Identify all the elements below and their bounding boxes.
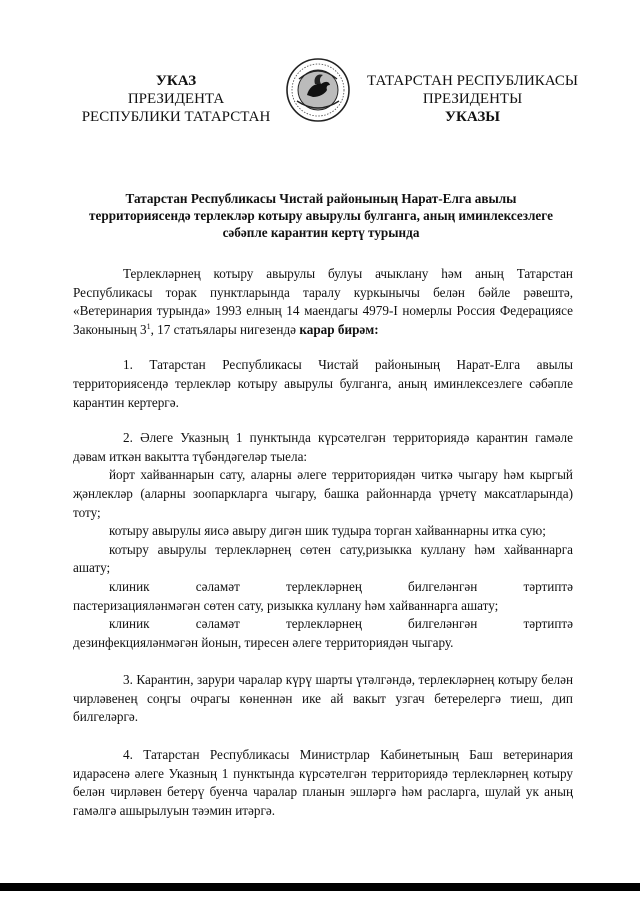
scan-bottom-border — [0, 883, 640, 891]
document-title: Татарстан Республикасы Чистай районының Нарат-Елга авылы территориясендә терлекләр котыру авырулы булганга, аның иминлексезлеге сәбәпле карантин кертү турында — [89, 191, 553, 240]
republic-label-ru: РЕСПУБЛИКИ ТАТАРСТАН — [81, 109, 271, 125]
preamble-bold-tail: карар бирәм: — [299, 321, 379, 337]
point-2-item: котыру авырулы терлекләрнең сөтен сату,ризыкка куллану һәм хайваннарга ашату; — [73, 541, 573, 576]
preamble-paragraph — [73, 265, 573, 339]
point-2-item-4-tail: пастеризацияләнмәгән сөтен сату, ризыкка куллану һәм хайваннарга ашату; — [73, 597, 499, 613]
tatarstan-coat-of-arms-icon — [285, 57, 351, 123]
point-2-item: йорт хайваннарын сату, аларны әлеге территориядән читкә чыгару һәм кыргый җәнлекләр (аларны зоопаркларга чыгару, башка районнарда үрчетү максатларында) тоту; — [73, 467, 573, 520]
president-label-tt: ПРЕЗИДЕНТЫ — [422, 91, 523, 107]
preamble-text: Терлекләрнең котыру авырулы булуы ачыклану һәм аның Татарстан Республикасы торак пунктларында таралу куркынычы белән бәйле рәвештә, «Ветеринария турында» 1993 елның 14 маендагы 4979-I номерлы Россия Федерациясе Законының 3 — [73, 266, 573, 337]
decree-label-ru: УКАЗ — [155, 73, 197, 89]
article-superscript: 1 — [146, 321, 151, 331]
header-left-block — [76, 72, 276, 126]
point-2-item: котыру авырулы яисә авыру дигән шик тудыра торган хайваннарны итка сую; — [109, 523, 546, 539]
point-2-item-5-head: клиник сәламәт терлекләрнең билгеләнгән тәртиптә — [109, 616, 573, 632]
preamble-text-continued: , 17 статьялары нигезендә — [150, 321, 300, 337]
document-body — [73, 265, 573, 820]
point-2-item-5-tail: дезинфекцияләнмәгән йонын, тиресен әлеге территориядән чыгару. — [73, 634, 454, 650]
point-4: 4. Татарстан Республикасы Министрлар Кабинетының Баш ветеринария идарәсенә әлеге Указның 1 пунктында күрсәтелгән территориядә терлекләрнең котыру белән чирләвен бетерү буенча чаралар планын эшләргә һәм расларга, шулай ук аның гамәлгә ашырылуын тәэмин итәргә. — [73, 747, 573, 818]
president-label-ru: ПРЕЗИДЕНТА — [127, 91, 225, 107]
decree-label-tt: УКАЗЫ — [445, 109, 500, 125]
point-2-intro: 2. Әлеге Указның 1 пунктында күрсәтелгән территориядә карантин гамәле дәвам иткән вакытта түбәндәгеләр тыела: — [73, 430, 573, 464]
republic-label-tt: ТАТАРСТАН РЕСПУБЛИКАСЫ — [367, 73, 578, 89]
header-right-block — [365, 72, 580, 126]
point-2-item-4-head: клиник сәламәт терлекләрнең билгеләнгән тәртиптә — [109, 578, 573, 594]
point-3: 3. Карантин, зарури чаралар күрү шарты үтәлгәндә, терлекләрнең котыру белән чирләвенең соңгы очрагы көненнән ике ай вакыт узгач бетерелергә тиеш, дип билгеләргә. — [73, 672, 573, 725]
point-1: 1. Татарстан Республикасы Чистай районының Нарат-Елга авылы территориясендә терлекләр котыру авырулы булганга, аның иминлексезлеге сәбәпле карантин кертергә. — [73, 357, 573, 410]
